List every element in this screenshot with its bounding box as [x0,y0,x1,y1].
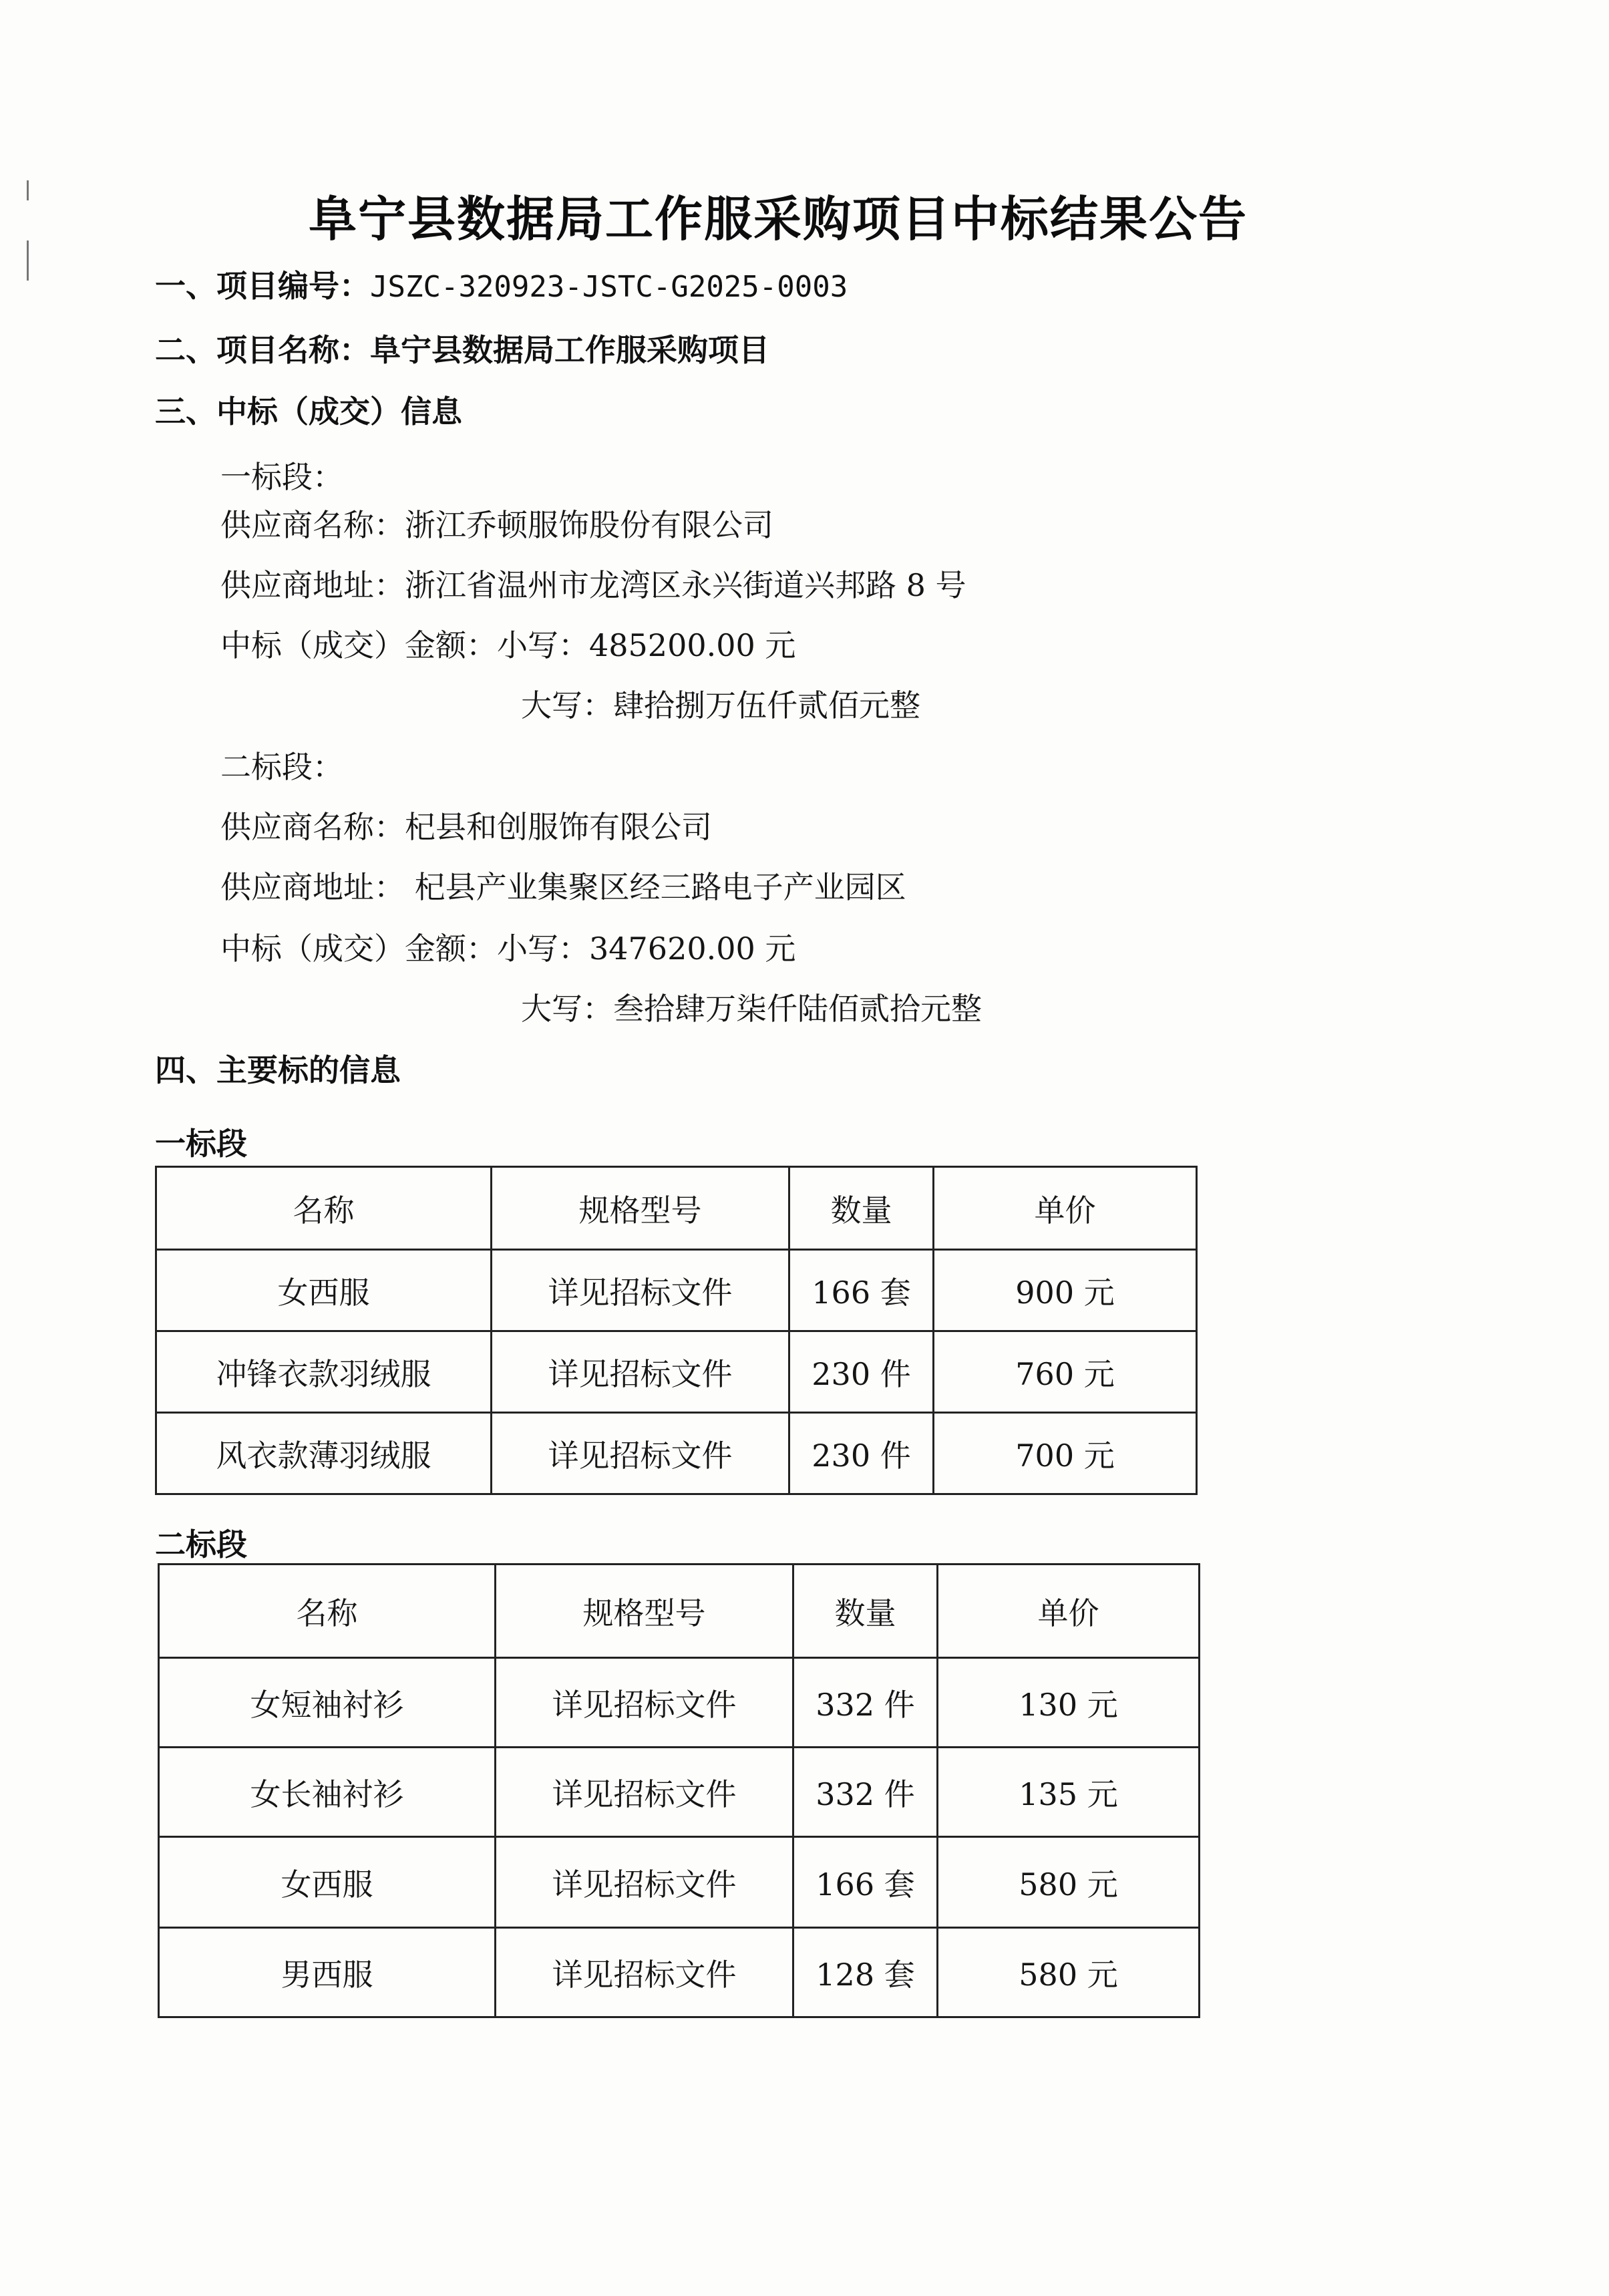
award-info-heading: 三、中标（成交）信息 [155,393,462,430]
table-row [156,1250,1197,1331]
table2-header-cell: 名称 [159,1565,496,1658]
table-cell: 冲锋衣款羽绒服 [156,1331,492,1413]
table-row [156,1331,1197,1413]
table-cell: 166 套 [793,1837,938,1928]
lot2-supplier-address: 供应商地址： 杞县产业集聚区经三路电子产业园区 [220,869,906,905]
project-number-value: JSZC-320923-JSTC-G2025-0003 [370,270,848,304]
table2-caption: 二标段 [155,1526,247,1563]
table2-header-cell: 数量 [793,1565,938,1658]
table-cell: 详见招标文件 [492,1250,789,1331]
lot1-heading: 一标段： [220,459,343,495]
lot1-supplier-name: 供应商名称：浙江乔顿服饰股份有限公司 [220,507,773,543]
table2-header-row [159,1565,1200,1658]
lot1-supplier-address: 供应商地址：浙江省温州市龙湾区永兴街道兴邦路 8 号 [220,567,966,603]
table-cell: 332 件 [793,1748,938,1837]
page-title: 阜宁县数据局工作服采购项目中标结果公告 [308,191,1248,247]
table-cell: 女短袖衬衫 [159,1658,496,1748]
table-cell: 580 元 [938,1928,1200,2017]
table-cell: 男西服 [159,1928,496,2017]
table-cell: 详见招标文件 [496,1928,793,2017]
table-cell: 详见招标文件 [492,1413,789,1494]
table-cell: 166 套 [789,1250,934,1331]
table-cell: 风衣款薄羽绒服 [156,1413,492,1494]
lot2-heading: 二标段： [220,749,343,785]
table1-header-cell: 名称 [156,1167,492,1250]
table-cell: 详见招标文件 [496,1837,793,1928]
table2-header-cell: 单价 [938,1565,1200,1658]
table-cell: 332 件 [793,1658,938,1748]
table1-header-cell: 规格型号 [492,1167,789,1250]
table1 [155,1166,1198,1495]
table-row [159,1928,1200,2017]
table1-caption: 一标段 [155,1126,247,1162]
table-cell: 详见招标文件 [492,1331,789,1413]
table-row [159,1837,1200,1928]
table-cell: 女西服 [156,1250,492,1331]
table-cell: 230 件 [789,1331,934,1413]
main-items-heading: 四、主要标的信息 [155,1052,401,1088]
project-name-value: 阜宁县数据局工作服采购项目 [370,332,769,368]
table-cell: 700 元 [934,1413,1197,1494]
project-number [155,262,848,306]
table-cell: 230 件 [789,1413,934,1494]
lot2-amount-small: 中标（成交）金额：小写：347620.00 元 [220,931,796,967]
table-cell: 女西服 [159,1837,496,1928]
project-name-label: 二、项目名称： [155,332,370,368]
lot2-amount-big: 大写：叁拾肆万柒仟陆佰贰拾元整 [521,991,982,1027]
table-cell: 900 元 [934,1250,1197,1331]
table2 [158,1563,1200,2018]
table1-header-cell: 数量 [789,1167,934,1250]
table-row [159,1658,1200,1748]
project-number-label: 一、项目编号： [155,268,370,304]
table-cell: 580 元 [938,1837,1200,1928]
lot2-supplier-name: 供应商名称：杞县和创服饰有限公司 [220,809,712,845]
table-cell: 详见招标文件 [496,1748,793,1837]
table-cell: 女长袖衬衫 [159,1748,496,1837]
lot1-amount-big: 大写：肆拾捌万伍仟贰佰元整 [521,687,920,723]
table1-header-cell: 单价 [934,1167,1197,1250]
table-cell: 760 元 [934,1331,1197,1413]
table-row [156,1413,1197,1494]
lot1-amount-small: 中标（成交）金额：小写：485200.00 元 [220,627,796,663]
table1-header-row [156,1167,1197,1250]
table-row [159,1748,1200,1837]
table-cell: 详见招标文件 [496,1658,793,1748]
table2-header-cell: 规格型号 [496,1565,793,1658]
table-cell: 135 元 [938,1748,1200,1837]
table-cell: 128 套 [793,1928,938,2017]
table-cell: 130 元 [938,1658,1200,1748]
project-name [155,326,769,370]
